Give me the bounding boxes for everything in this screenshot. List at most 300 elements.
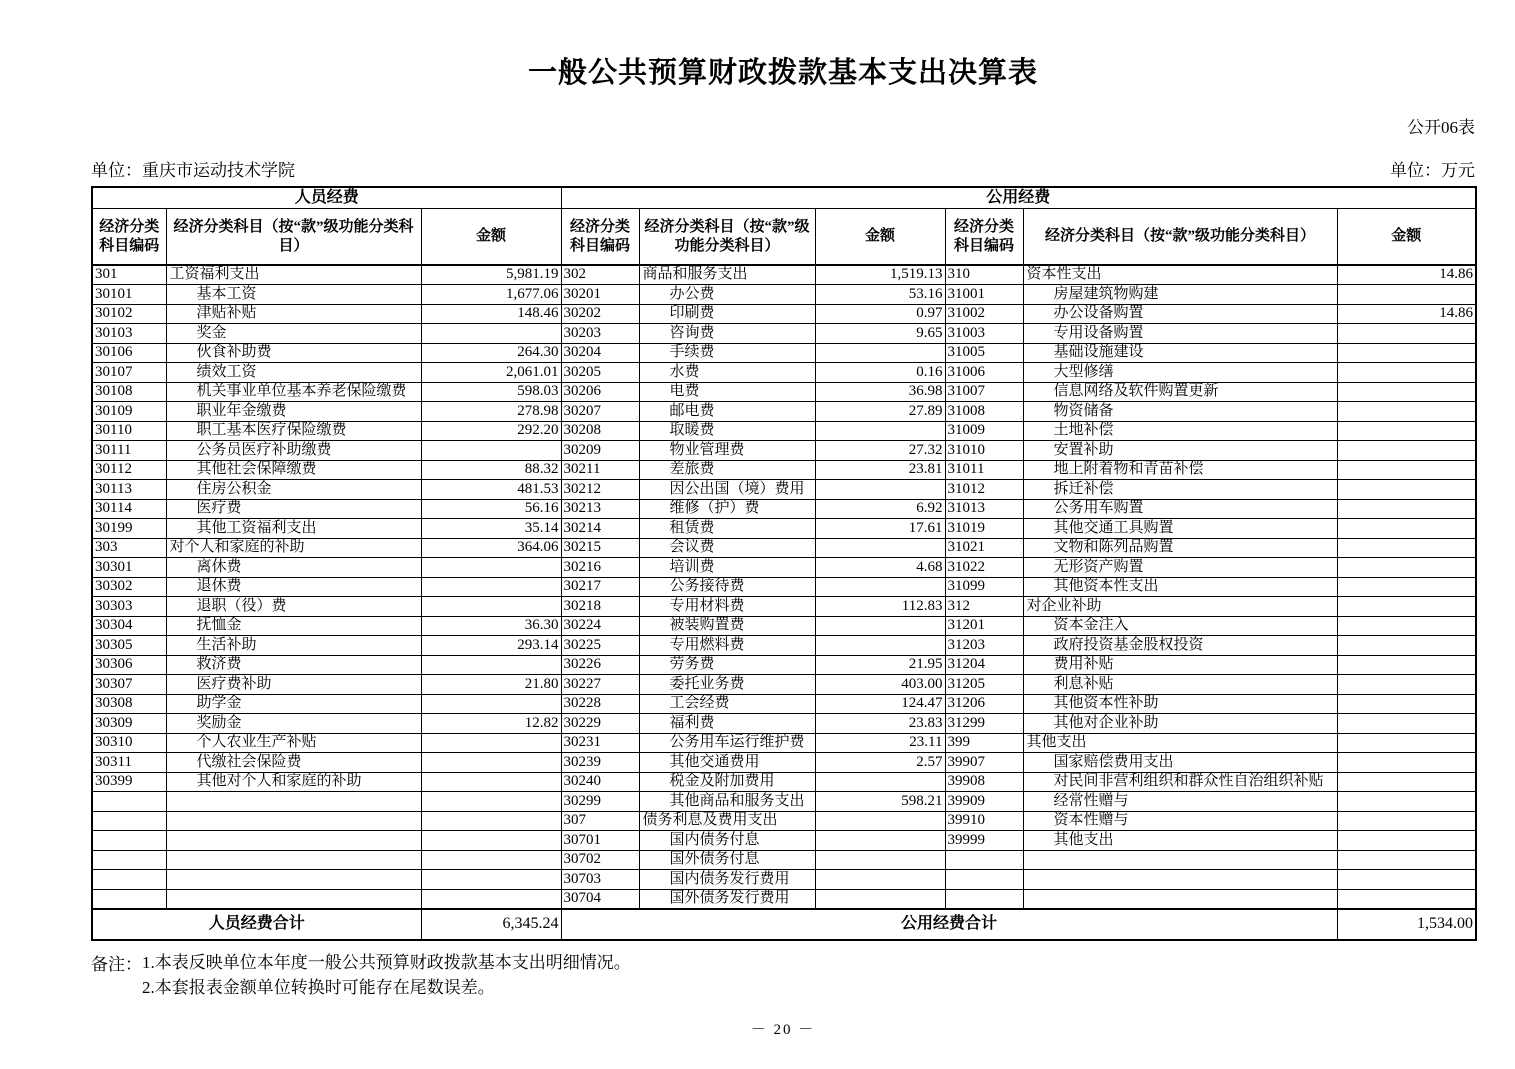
cell-name: 大型修缮 <box>1023 363 1337 383</box>
cell-amount: 21.80 <box>421 675 561 695</box>
cell-amount <box>1337 733 1476 753</box>
cell-amount <box>815 480 945 500</box>
cell-name: 拆迁补偿 <box>1023 480 1337 500</box>
cell-amount <box>1337 285 1476 305</box>
cell-code: 30109 <box>92 402 166 422</box>
cell-code <box>92 831 166 851</box>
cell-name: 印刷费 <box>639 304 815 324</box>
cell-name: 抚恤金 <box>166 616 421 636</box>
cell-code: 30301 <box>92 558 166 578</box>
cell-name: 职业年金缴费 <box>166 402 421 422</box>
cell-code <box>945 850 1023 870</box>
cell-amount <box>815 889 945 909</box>
cell-code: 31010 <box>945 441 1023 461</box>
cell-code: 31012 <box>945 480 1023 500</box>
cell-amount: 36.98 <box>815 382 945 402</box>
cell-code <box>92 811 166 831</box>
table-row <box>92 538 1476 558</box>
cell-code: 30302 <box>92 577 166 597</box>
cell-name: 租赁费 <box>639 519 815 539</box>
table-row <box>92 558 1476 578</box>
page-number: － 20 － <box>750 1022 816 1038</box>
cell-amount <box>421 753 561 773</box>
cell-name: 奖金 <box>166 324 421 344</box>
table-row <box>92 831 1476 851</box>
table-row <box>92 519 1476 539</box>
cell-name: 手续费 <box>639 343 815 363</box>
cell-code <box>92 889 166 909</box>
cell-code: 30215 <box>561 538 639 558</box>
cell-name: 基本工资 <box>166 285 421 305</box>
cell-amount: 598.03 <box>421 382 561 402</box>
cell-code: 30208 <box>561 421 639 441</box>
cell-name: 职工基本医疗保险缴费 <box>166 421 421 441</box>
personnel-total-label: 人员经费合计 <box>92 909 421 940</box>
cell-code: 30112 <box>92 460 166 480</box>
table-row <box>92 363 1476 383</box>
cell-amount <box>1337 889 1476 909</box>
cell-name: 公务接待费 <box>639 577 815 597</box>
public-total-label: 公用经费合计 <box>561 909 1337 940</box>
cell-amount: 292.20 <box>421 421 561 441</box>
cell-amount <box>815 538 945 558</box>
cell-name <box>1023 889 1337 909</box>
table-row <box>92 655 1476 675</box>
cell-name: 工资福利支出 <box>166 265 421 285</box>
cell-name: 差旅费 <box>639 460 815 480</box>
cell-amount: 12.82 <box>421 714 561 734</box>
cell-code: 30224 <box>561 616 639 636</box>
cell-name: 维修（护）费 <box>639 499 815 519</box>
cell-name: 对民间非营利组织和群众性自治组织补贴 <box>1023 772 1337 792</box>
cell-amount <box>1337 577 1476 597</box>
cell-name: 其他资本性补助 <box>1023 694 1337 714</box>
unit-row <box>91 156 1475 181</box>
cell-amount <box>421 889 561 909</box>
cell-name: 物资储备 <box>1023 402 1337 422</box>
cell-amount <box>1337 772 1476 792</box>
cell-name: 国外债务付息 <box>639 850 815 870</box>
cell-name: 经常性赠与 <box>1023 792 1337 812</box>
cell-name: 办公设备购置 <box>1023 304 1337 324</box>
cell-code: 30703 <box>561 870 639 890</box>
cell-name: 退职（役）费 <box>166 597 421 617</box>
cell-amount <box>1337 870 1476 890</box>
cell-code: 30305 <box>92 636 166 656</box>
cell-amount <box>1337 441 1476 461</box>
cell-code: 31011 <box>945 460 1023 480</box>
unit-money-label: 单位：万元 <box>1390 161 1475 180</box>
cell-name: 其他工资福利支出 <box>166 519 421 539</box>
cell-code: 30307 <box>92 675 166 695</box>
cell-amount: 4.68 <box>815 558 945 578</box>
cell-name: 公务用车购置 <box>1023 499 1337 519</box>
cell-name: 医疗费补助 <box>166 675 421 695</box>
cell-name <box>166 870 421 890</box>
cell-code: 303 <box>92 538 166 558</box>
table-row <box>92 343 1476 363</box>
table-row <box>92 792 1476 812</box>
cell-amount: 21.95 <box>815 655 945 675</box>
table-row <box>92 304 1476 324</box>
cell-amount <box>1337 480 1476 500</box>
cell-amount <box>421 324 561 344</box>
cell-code: 30309 <box>92 714 166 734</box>
cell-amount: 0.16 <box>815 363 945 383</box>
cell-amount <box>815 772 945 792</box>
note-line-2: 2.本套报表金额单位转换时可能存在尾数误差。 <box>142 978 495 997</box>
cell-amount <box>1337 792 1476 812</box>
cell-amount: 278.98 <box>421 402 561 422</box>
cell-code: 30111 <box>92 441 166 461</box>
group-header-public: 公用经费 <box>561 187 1476 209</box>
col-header-name: 经济分类科目（按“款”级功能分类科目） <box>639 209 815 266</box>
cell-code: 31009 <box>945 421 1023 441</box>
table-row <box>92 460 1476 480</box>
cell-amount: 403.00 <box>815 675 945 695</box>
table-row <box>92 675 1476 695</box>
cell-code: 30202 <box>561 304 639 324</box>
cell-name <box>166 889 421 909</box>
cell-code <box>92 792 166 812</box>
cell-name: 对个人和家庭的补助 <box>166 538 421 558</box>
cell-code: 30203 <box>561 324 639 344</box>
cell-name <box>166 850 421 870</box>
cell-amount <box>421 558 561 578</box>
cell-code: 30239 <box>561 753 639 773</box>
group-header-row <box>92 187 1476 209</box>
cell-amount: 23.83 <box>815 714 945 734</box>
col-header-name: 经济分类科目（按“款”级功能分类科目） <box>1023 209 1337 266</box>
cell-amount <box>1337 558 1476 578</box>
cell-name: 邮电费 <box>639 402 815 422</box>
cell-amount: 23.11 <box>815 733 945 753</box>
table-row <box>92 694 1476 714</box>
cell-amount: 264.30 <box>421 343 561 363</box>
cell-amount <box>1337 714 1476 734</box>
cell-code: 30306 <box>92 655 166 675</box>
cell-amount: 124.47 <box>815 694 945 714</box>
cell-code: 301 <box>92 265 166 285</box>
cell-name: 其他支出 <box>1023 831 1337 851</box>
cell-code: 30310 <box>92 733 166 753</box>
cell-name: 医疗费 <box>166 499 421 519</box>
cell-code: 30227 <box>561 675 639 695</box>
cell-code: 30211 <box>561 460 639 480</box>
cell-name: 资本性支出 <box>1023 265 1337 285</box>
cell-code <box>945 870 1023 890</box>
cell-amount <box>1337 850 1476 870</box>
cell-name: 房屋建筑物购建 <box>1023 285 1337 305</box>
cell-code: 30107 <box>92 363 166 383</box>
cell-name: 公务员医疗补助缴费 <box>166 441 421 461</box>
cell-name: 救济费 <box>166 655 421 675</box>
table-row <box>92 772 1476 792</box>
cell-code: 39907 <box>945 753 1023 773</box>
cell-amount: 27.32 <box>815 441 945 461</box>
cell-code: 30212 <box>561 480 639 500</box>
cell-amount: 2,061.01 <box>421 363 561 383</box>
cell-name: 生活补助 <box>166 636 421 656</box>
cell-code: 30229 <box>561 714 639 734</box>
table-row <box>92 285 1476 305</box>
cell-name: 会议费 <box>639 538 815 558</box>
cell-amount <box>1337 753 1476 773</box>
cell-amount <box>815 831 945 851</box>
cell-code <box>92 870 166 890</box>
cell-code: 31299 <box>945 714 1023 734</box>
cell-name: 福利费 <box>639 714 815 734</box>
cell-code: 30206 <box>561 382 639 402</box>
col-header-amount: 金额 <box>421 209 561 266</box>
cell-name: 地上附着物和青苗补偿 <box>1023 460 1337 480</box>
cell-amount <box>421 577 561 597</box>
cell-amount <box>421 870 561 890</box>
cell-code: 31201 <box>945 616 1023 636</box>
cell-amount: 2.57 <box>815 753 945 773</box>
personnel-total-amount: 6,345.24 <box>421 909 561 940</box>
cell-amount <box>1337 538 1476 558</box>
cell-amount <box>815 343 945 363</box>
col-header-amount: 金额 <box>1337 209 1476 266</box>
cell-name <box>166 811 421 831</box>
cell-code: 30231 <box>561 733 639 753</box>
cell-amount <box>421 772 561 792</box>
cell-amount: 0.97 <box>815 304 945 324</box>
cell-amount <box>421 655 561 675</box>
table-row <box>92 616 1476 636</box>
cell-name: 债务利息及费用支出 <box>639 811 815 831</box>
table-row <box>92 753 1476 773</box>
table-row <box>92 597 1476 617</box>
cell-name: 劳务费 <box>639 655 815 675</box>
cell-amount <box>1337 597 1476 617</box>
totals-row <box>92 909 1476 940</box>
table-row <box>92 265 1476 285</box>
cell-amount <box>815 421 945 441</box>
cell-code: 31007 <box>945 382 1023 402</box>
cell-amount: 88.32 <box>421 460 561 480</box>
cell-code: 30199 <box>92 519 166 539</box>
cell-code: 31001 <box>945 285 1023 305</box>
col-header-name: 经济分类科目（按“款”级功能分类科目） <box>166 209 421 266</box>
cell-name <box>166 831 421 851</box>
col-header-amount: 金额 <box>815 209 945 266</box>
cell-name: 无形资产购置 <box>1023 558 1337 578</box>
cell-code: 30205 <box>561 363 639 383</box>
cell-name: 绩效工资 <box>166 363 421 383</box>
table-row <box>92 714 1476 734</box>
cell-code: 30103 <box>92 324 166 344</box>
cell-code: 30110 <box>92 421 166 441</box>
cell-amount <box>421 441 561 461</box>
cell-code: 31204 <box>945 655 1023 675</box>
cell-code: 39909 <box>945 792 1023 812</box>
cell-code <box>92 850 166 870</box>
cell-name: 其他社会保障缴费 <box>166 460 421 480</box>
notes-label: 备注： <box>91 954 142 974</box>
cell-name: 退休费 <box>166 577 421 597</box>
cell-amount: 5,981.19 <box>421 265 561 285</box>
cell-code: 30209 <box>561 441 639 461</box>
cell-code: 302 <box>561 265 639 285</box>
cell-name: 资本性赠与 <box>1023 811 1337 831</box>
cell-amount: 53.16 <box>815 285 945 305</box>
table-row <box>92 733 1476 753</box>
table-row <box>92 811 1476 831</box>
cell-amount: 1,519.13 <box>815 265 945 285</box>
cell-name: 委托业务费 <box>639 675 815 695</box>
cell-amount <box>421 811 561 831</box>
col-header-code: 经济分类科目编码 <box>561 209 639 266</box>
cell-code: 31203 <box>945 636 1023 656</box>
cell-name: 资本金注入 <box>1023 616 1337 636</box>
table-body <box>92 265 1476 909</box>
column-header-row <box>92 209 1476 266</box>
cell-code: 30702 <box>561 850 639 870</box>
note-line-1: 1.本表反映单位本年度一般公共预算财政拨款基本支出明细情况。 <box>142 952 631 972</box>
cell-name: 其他交通工具购置 <box>1023 519 1337 539</box>
cell-amount: 148.46 <box>421 304 561 324</box>
col-header-code: 经济分类科目编码 <box>945 209 1023 266</box>
cell-amount <box>1337 616 1476 636</box>
cell-code: 30240 <box>561 772 639 792</box>
table-row <box>92 889 1476 909</box>
group-header-personnel: 人员经费 <box>92 187 561 209</box>
cell-code: 30701 <box>561 831 639 851</box>
cell-name: 离休费 <box>166 558 421 578</box>
cell-amount <box>421 597 561 617</box>
cell-name: 利息补贴 <box>1023 675 1337 695</box>
cell-code: 30399 <box>92 772 166 792</box>
cell-name: 文物和陈列品购置 <box>1023 538 1337 558</box>
cell-code: 30225 <box>561 636 639 656</box>
table-row <box>92 382 1476 402</box>
cell-name: 土地补偿 <box>1023 421 1337 441</box>
cell-name: 其他资本性支出 <box>1023 577 1337 597</box>
cell-amount <box>1337 363 1476 383</box>
expenditure-table <box>91 186 1477 941</box>
cell-name: 基础设施建设 <box>1023 343 1337 363</box>
cell-name: 对企业补助 <box>1023 597 1337 617</box>
table-row <box>92 499 1476 519</box>
cell-amount: 598.21 <box>815 792 945 812</box>
cell-amount <box>815 870 945 890</box>
page-title: 一般公共预算财政拨款基本支出决算表 <box>527 57 1038 89</box>
cell-name: 代缴社会保险费 <box>166 753 421 773</box>
cell-code: 31022 <box>945 558 1023 578</box>
cell-amount: 364.06 <box>421 538 561 558</box>
cell-amount: 14.86 <box>1337 265 1476 285</box>
cell-code: 31002 <box>945 304 1023 324</box>
cell-amount <box>815 616 945 636</box>
cell-name: 国内债务付息 <box>639 831 815 851</box>
cell-code: 30213 <box>561 499 639 519</box>
cell-code: 30114 <box>92 499 166 519</box>
cell-amount <box>1337 694 1476 714</box>
cell-code: 30207 <box>561 402 639 422</box>
cell-name: 税金及附加费用 <box>639 772 815 792</box>
table-row <box>92 480 1476 500</box>
cell-amount <box>1337 811 1476 831</box>
cell-code: 31006 <box>945 363 1023 383</box>
cell-name: 其他对个人和家庭的补助 <box>166 772 421 792</box>
cell-code: 30204 <box>561 343 639 363</box>
notes-block <box>91 950 1475 1001</box>
cell-name: 专用材料费 <box>639 597 815 617</box>
cell-code: 30299 <box>561 792 639 812</box>
cell-amount: 36.30 <box>421 616 561 636</box>
cell-name: 办公费 <box>639 285 815 305</box>
cell-name: 费用补贴 <box>1023 655 1337 675</box>
table-row <box>92 441 1476 461</box>
cell-name: 被装购置费 <box>639 616 815 636</box>
cell-name: 国外债务发行费用 <box>639 889 815 909</box>
cell-amount <box>815 811 945 831</box>
unit-name-label: 单位：重庆市运动技术学院 <box>91 161 295 180</box>
cell-code: 30308 <box>92 694 166 714</box>
cell-amount <box>1337 636 1476 656</box>
cell-name: 其他交通费用 <box>639 753 815 773</box>
cell-code: 31003 <box>945 324 1023 344</box>
cell-code: 39908 <box>945 772 1023 792</box>
cell-amount <box>1337 499 1476 519</box>
cell-amount <box>815 636 945 656</box>
cell-code: 30106 <box>92 343 166 363</box>
cell-amount <box>421 831 561 851</box>
cell-name: 其他支出 <box>1023 733 1337 753</box>
cell-code: 30216 <box>561 558 639 578</box>
cell-code: 30113 <box>92 480 166 500</box>
cell-amount: 27.89 <box>815 402 945 422</box>
cell-code: 30704 <box>561 889 639 909</box>
cell-name: 机关事业单位基本养老保险缴费 <box>166 382 421 402</box>
cell-code: 30228 <box>561 694 639 714</box>
cell-code: 31205 <box>945 675 1023 695</box>
cell-code: 30303 <box>92 597 166 617</box>
cell-code: 30101 <box>92 285 166 305</box>
cell-code: 399 <box>945 733 1023 753</box>
cell-amount <box>815 850 945 870</box>
cell-code: 39999 <box>945 831 1023 851</box>
cell-code: 30108 <box>92 382 166 402</box>
public-total-amount: 1,534.00 <box>1337 909 1476 940</box>
cell-name: 专用设备购置 <box>1023 324 1337 344</box>
table-row <box>92 850 1476 870</box>
table-row <box>92 870 1476 890</box>
cell-name: 取暖费 <box>639 421 815 441</box>
cell-name: 专用燃料费 <box>639 636 815 656</box>
cell-name: 培训费 <box>639 558 815 578</box>
cell-amount: 112.83 <box>815 597 945 617</box>
cell-amount <box>1337 343 1476 363</box>
cell-amount <box>421 792 561 812</box>
cell-amount <box>1337 421 1476 441</box>
cell-amount: 14.86 <box>1337 304 1476 324</box>
cell-amount <box>1337 675 1476 695</box>
cell-amount <box>1337 655 1476 675</box>
cell-name: 物业管理费 <box>639 441 815 461</box>
table-row <box>92 636 1476 656</box>
table-row <box>92 324 1476 344</box>
cell-amount <box>815 577 945 597</box>
col-header-code: 经济分类科目编码 <box>92 209 166 266</box>
cell-name: 奖励金 <box>166 714 421 734</box>
cell-code: 312 <box>945 597 1023 617</box>
cell-amount: 293.14 <box>421 636 561 656</box>
cell-amount: 17.61 <box>815 519 945 539</box>
cell-code: 39910 <box>945 811 1023 831</box>
